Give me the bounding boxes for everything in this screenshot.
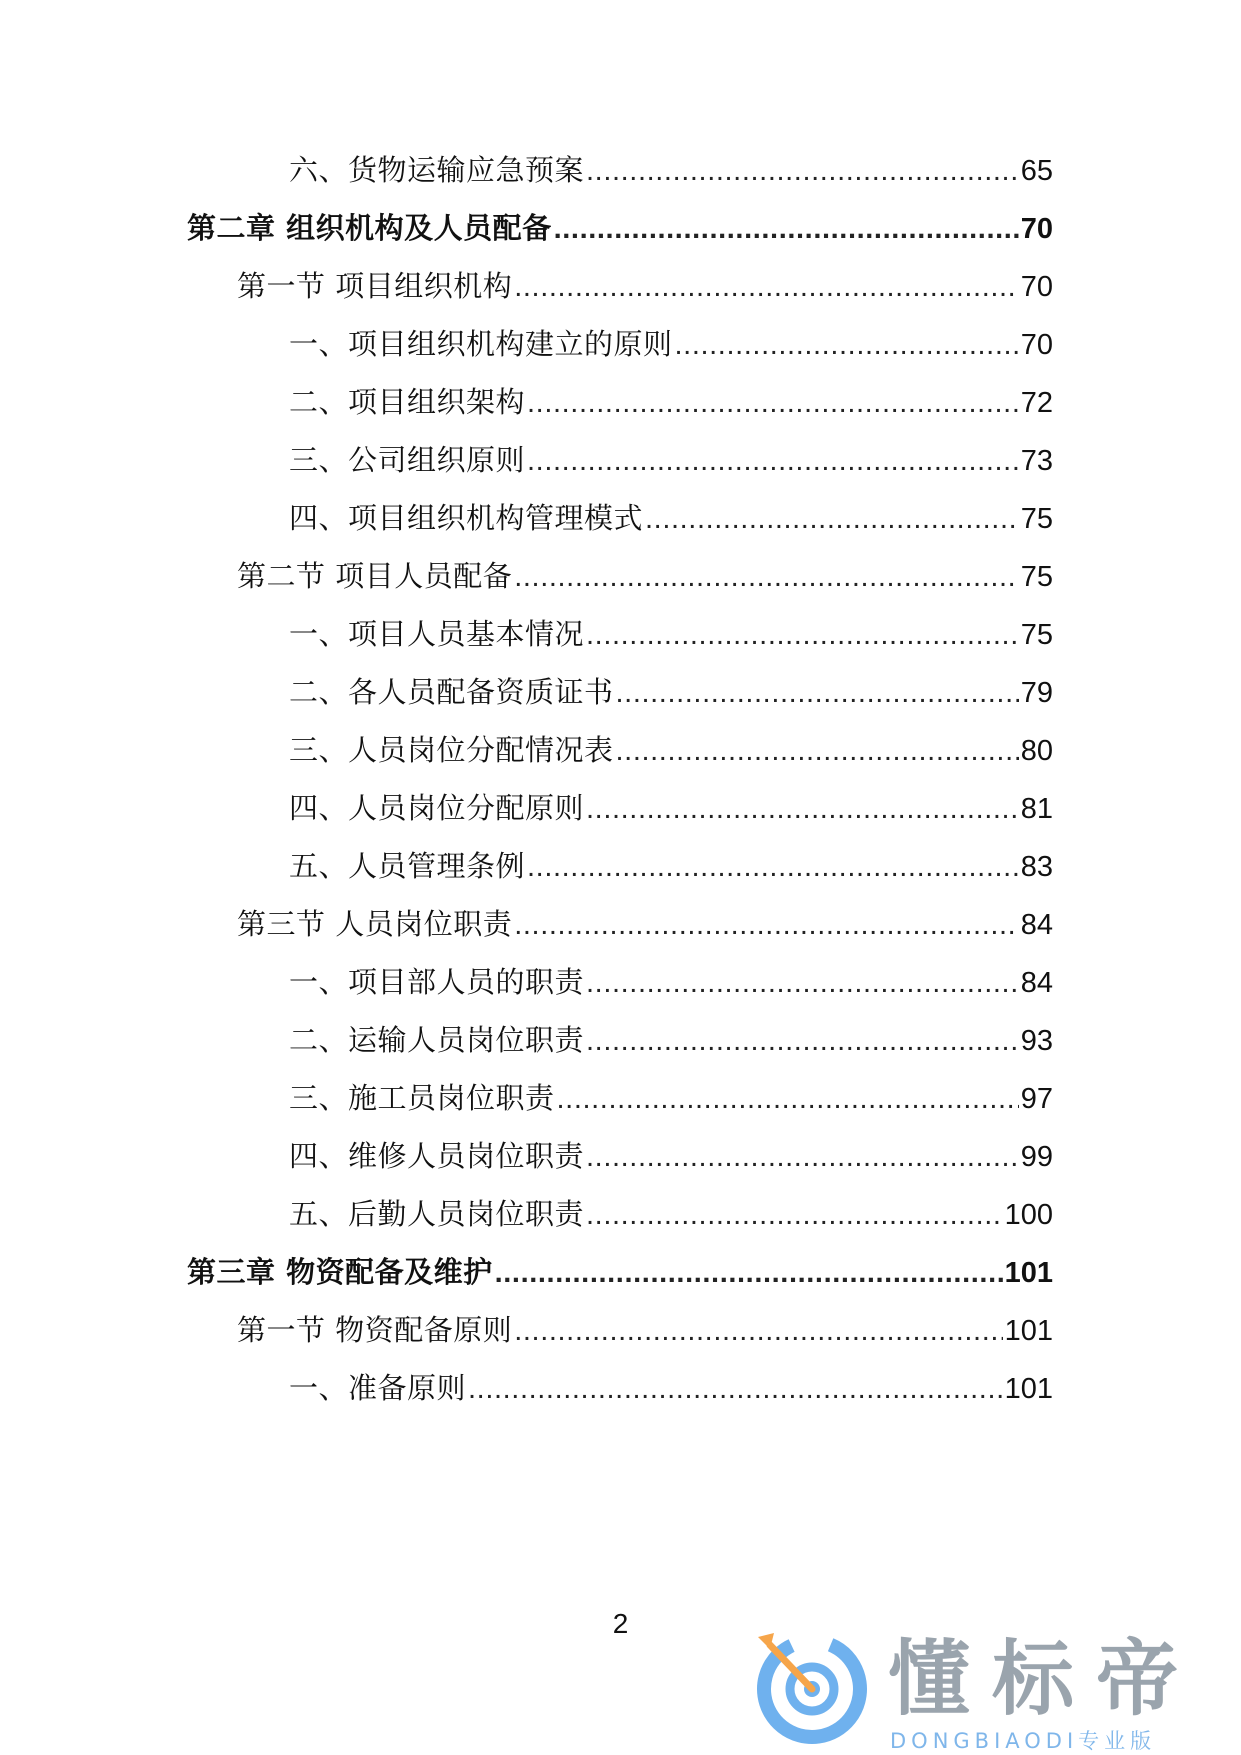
toc-entry-title: 一、项目组织机构建立的原则 [289, 327, 673, 361]
toc-entry-title: 一、准备原则 [289, 1371, 467, 1405]
toc-entry-page: 75 [1020, 503, 1053, 535]
toc-dot-leader [514, 557, 1019, 597]
toc-entry[interactable] [289, 962, 1053, 1002]
toc-dot-leader [586, 789, 1019, 829]
toc-entry-page: 93 [1020, 1025, 1053, 1057]
toc-entry-page: 75 [1020, 561, 1053, 593]
toc-entry-title: 三、公司组织原则 [289, 443, 526, 477]
toc-dot-leader [554, 209, 1019, 249]
toc-entry-page: 84 [1020, 909, 1053, 941]
toc-entry[interactable] [289, 846, 1053, 886]
toc-entry-title: 三、人员岗位分配情况表 [289, 733, 614, 767]
toc-entry-title: 二、运输人员岗位职责 [289, 1023, 585, 1057]
toc-dot-leader [527, 383, 1019, 423]
toc-entry[interactable] [289, 730, 1053, 770]
toc-entry-page: 65 [1020, 155, 1053, 187]
toc-entry-title: 第一节 物资配备原则 [237, 1313, 513, 1347]
toc-dot-leader [616, 731, 1019, 771]
toc-entry-page: 100 [1004, 1199, 1053, 1231]
toc-entry-title: 第一节 项目组织机构 [237, 269, 513, 303]
toc-entry-title: 第二节 项目人员配备 [237, 559, 513, 593]
toc-entry-page: 101 [1004, 1315, 1053, 1347]
toc-dot-leader [495, 1253, 1003, 1293]
toc-dot-leader [586, 1137, 1019, 1177]
toc-entry-title: 三、施工员岗位职责 [289, 1081, 555, 1115]
toc-entry-page: 84 [1020, 967, 1053, 999]
toc-entry[interactable] [289, 1368, 1053, 1408]
watermark-subtitle: DONGBIAODI专业版 [890, 1729, 1157, 1753]
toc-entry[interactable] [289, 1194, 1053, 1234]
toc-entry-page: 101 [1004, 1373, 1053, 1405]
toc-dot-leader [514, 905, 1019, 945]
toc-dot-leader [527, 847, 1019, 887]
toc-entry-title: 五、后勤人员岗位职责 [289, 1197, 585, 1231]
toc-entry-page: 70 [1020, 213, 1053, 245]
toc-entry-title: 六、货物运输应急预案 [289, 153, 585, 187]
toc-entry-section[interactable] [237, 556, 1053, 596]
toc-dot-leader [675, 325, 1019, 365]
toc-dot-leader [586, 615, 1019, 655]
toc-entry[interactable] [289, 440, 1053, 480]
toc-entry-page: 72 [1020, 387, 1053, 419]
toc-entry-section[interactable] [237, 266, 1053, 306]
toc-entry-page: 101 [1004, 1257, 1053, 1289]
toc-entry[interactable] [289, 672, 1053, 712]
toc-entry-section[interactable] [237, 904, 1053, 944]
toc-entry-title: 五、人员管理条例 [289, 849, 526, 883]
toc-entry-page: 70 [1020, 329, 1053, 361]
toc-entry-title: 二、项目组织架构 [289, 385, 526, 419]
toc-dot-leader [616, 673, 1019, 713]
watermark [740, 1625, 1220, 1753]
toc-entry[interactable] [289, 1078, 1053, 1118]
watermark-brand: 懂标帝 [888, 1632, 1201, 1727]
toc-entry-title: 四、维修人员岗位职责 [289, 1139, 585, 1173]
toc-dot-leader [514, 267, 1019, 307]
toc-dot-leader [468, 1369, 1003, 1409]
toc-dot-leader [645, 499, 1019, 539]
toc-entry-title: 一、项目部人员的职责 [289, 965, 585, 999]
toc-entry-title: 第三章 物资配备及维护 [187, 1255, 493, 1289]
toc-entry-page: 73 [1020, 445, 1053, 477]
toc-entry-title: 四、人员岗位分配原则 [289, 791, 585, 825]
toc-entry-page: 99 [1020, 1141, 1053, 1173]
toc-entry-title: 第二章 组织机构及人员配备 [187, 211, 552, 245]
toc-entry-page: 97 [1020, 1083, 1053, 1115]
toc-dot-leader [586, 1195, 1003, 1235]
toc-entry[interactable] [289, 382, 1053, 422]
toc-entry-title: 二、各人员配备资质证书 [289, 675, 614, 709]
toc-dot-leader [527, 441, 1019, 481]
toc-dot-leader [586, 963, 1019, 1003]
toc-dot-leader [586, 151, 1019, 191]
toc-entry-page: 70 [1020, 271, 1053, 303]
toc-entry-page: 75 [1020, 619, 1053, 651]
toc-entry-page: 80 [1020, 735, 1053, 767]
toc-entry[interactable] [289, 324, 1053, 364]
page-number: 2 [612, 1608, 629, 1639]
toc-entry-title: 四、项目组织机构管理模式 [289, 501, 644, 535]
toc-entry-title: 第三节 人员岗位职责 [237, 907, 513, 941]
toc-entry[interactable] [289, 1020, 1053, 1060]
toc-entry-page: 81 [1020, 793, 1053, 825]
toc-entry[interactable] [289, 498, 1053, 538]
toc-entry-section[interactable] [237, 1310, 1053, 1350]
toc-entry-page: 79 [1020, 677, 1053, 709]
toc-entry-chapter[interactable] [187, 1252, 1053, 1292]
toc-entry[interactable] [289, 614, 1053, 654]
toc-entry-page: 83 [1020, 851, 1053, 883]
toc-dot-leader [557, 1079, 1019, 1119]
toc-entry-chapter[interactable] [187, 208, 1053, 248]
toc-entry[interactable] [289, 150, 1053, 190]
toc-dot-leader [514, 1311, 1002, 1351]
toc-dot-leader [586, 1021, 1019, 1061]
toc-entry-title: 一、项目人员基本情况 [289, 617, 585, 651]
toc-entry[interactable] [289, 1136, 1053, 1176]
toc-entry[interactable] [289, 788, 1053, 828]
target-logo-icon [750, 1625, 870, 1750]
